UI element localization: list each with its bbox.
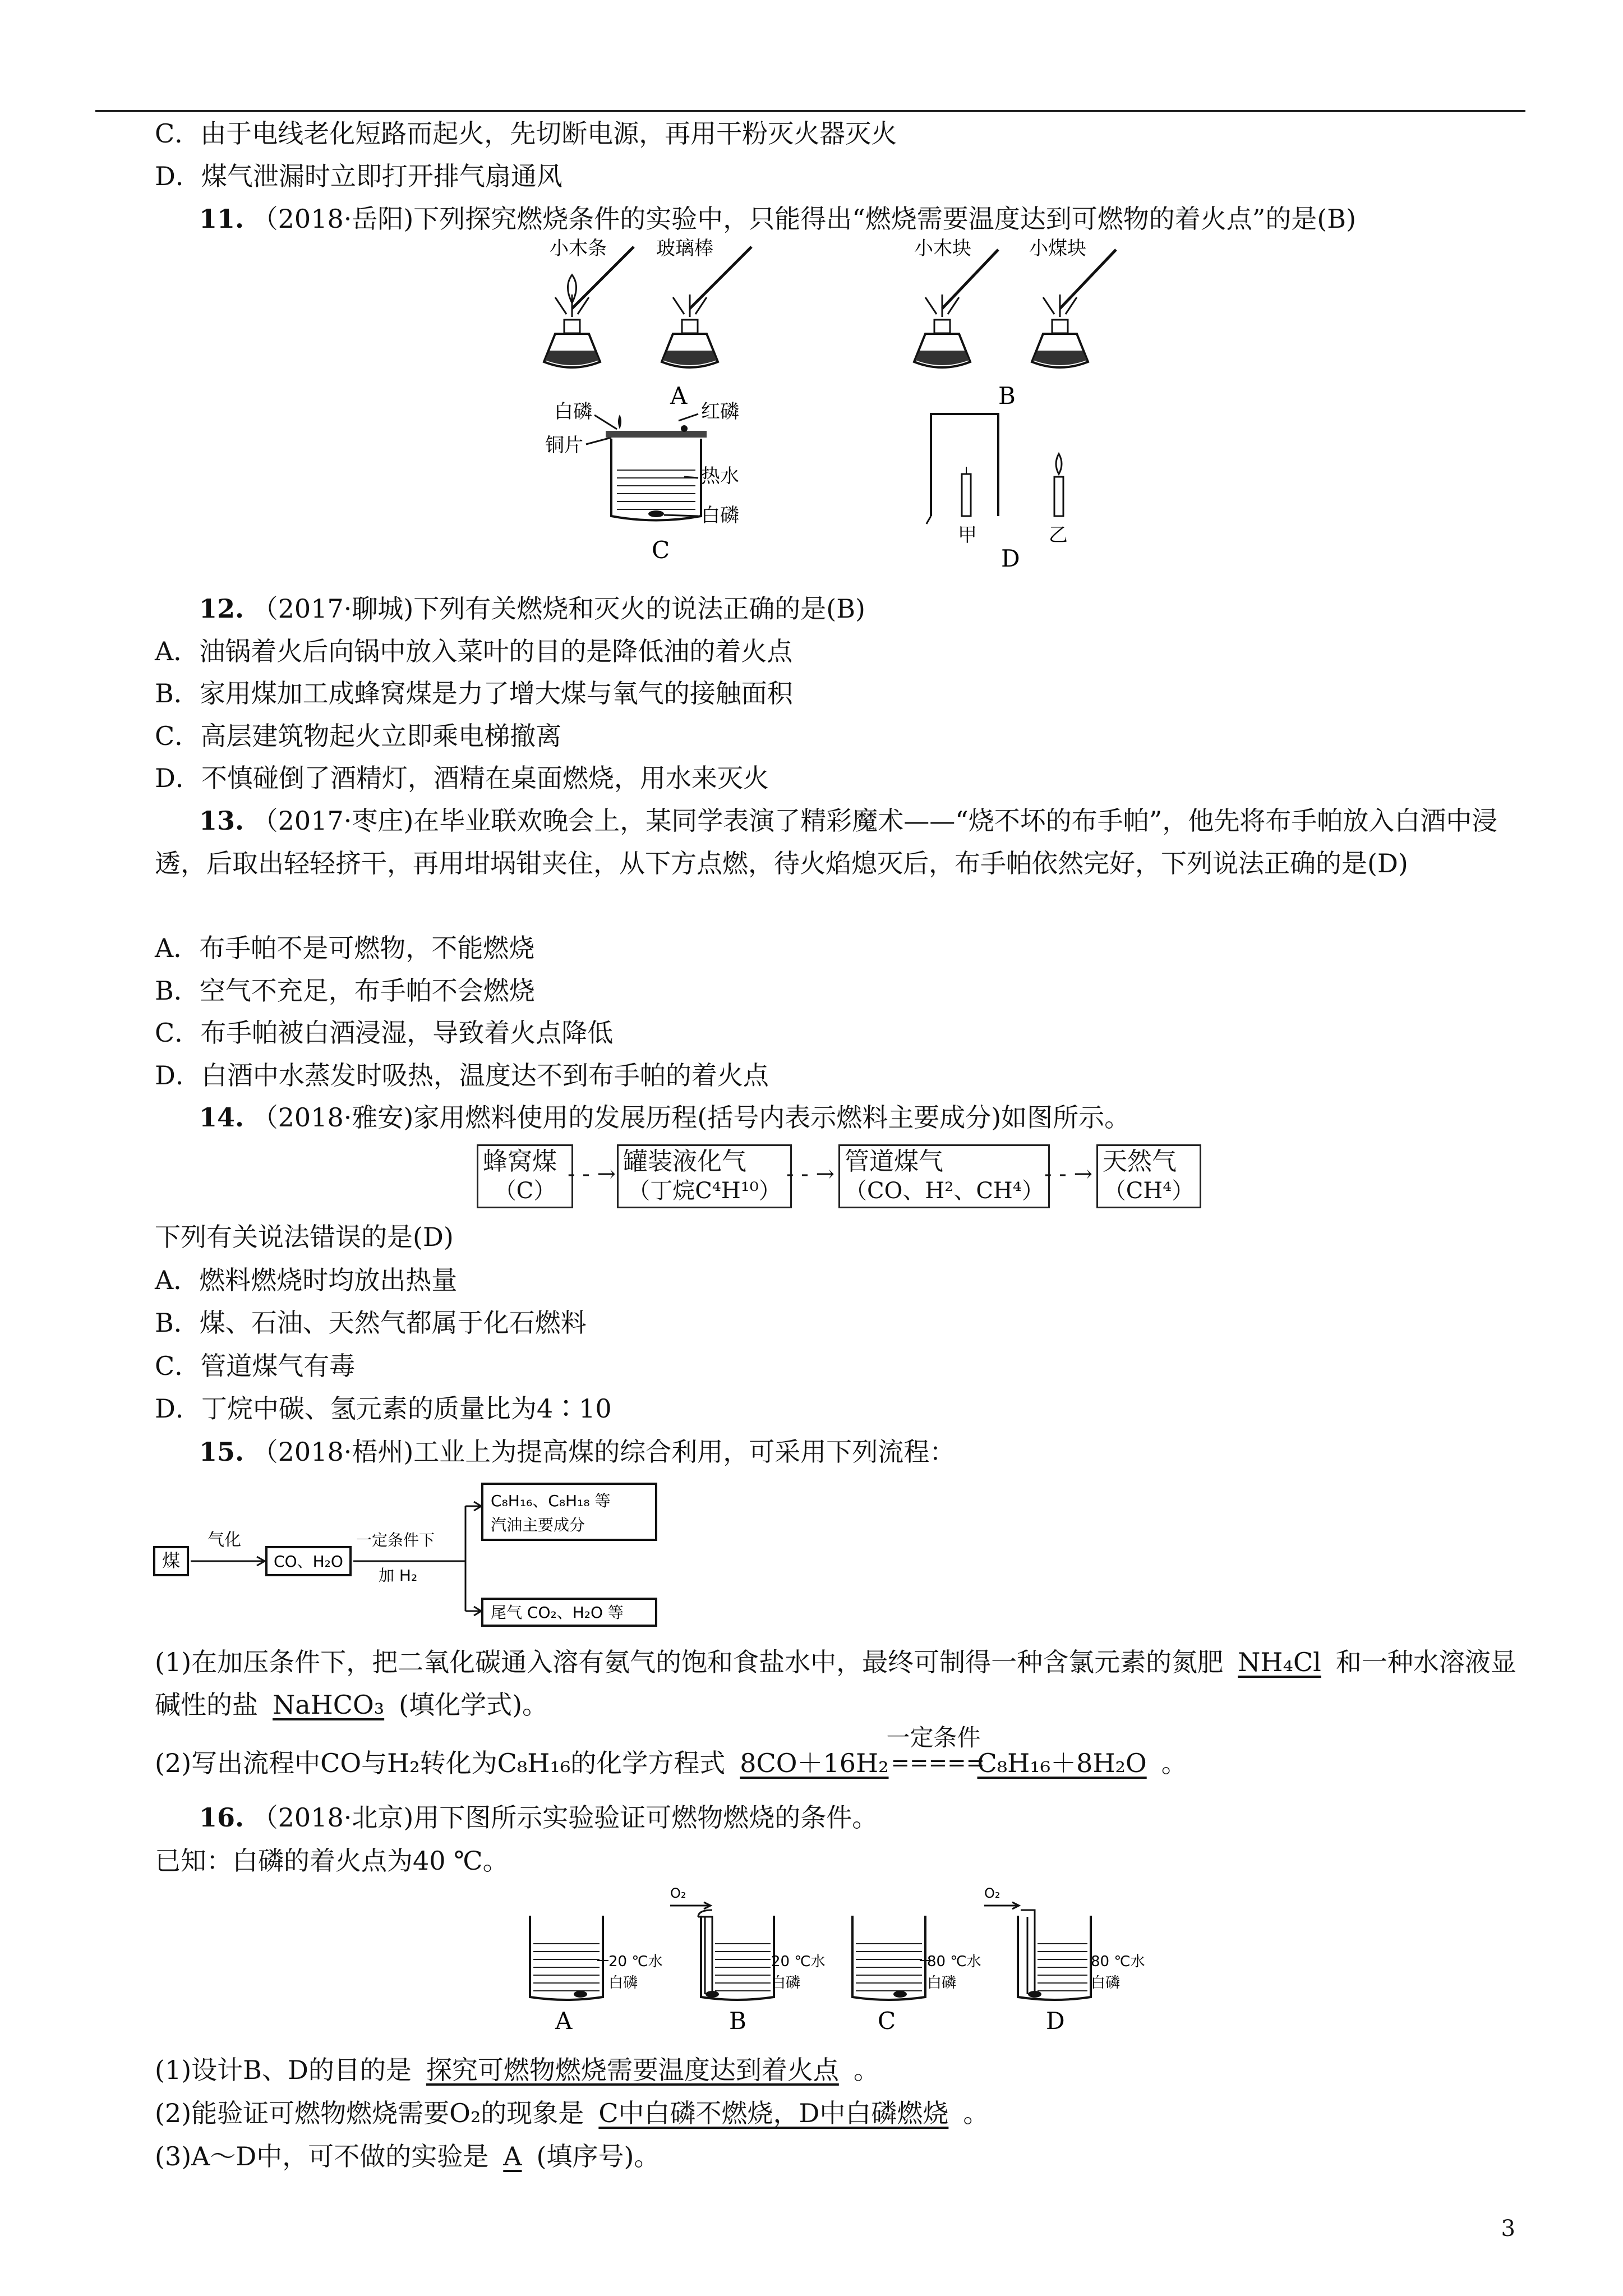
q16-part1-text: (1)设计B、D的目的是: [155, 2055, 412, 2085]
label-yi: 乙: [1049, 524, 1068, 546]
q15-stem: （2018·梧州)工业上为提高煤的综合利用，可采用下列流程：: [252, 1437, 956, 1467]
q14-option-b: B．煤、石油、天然气都属于化石燃料: [155, 1308, 587, 1338]
q16-part1-answer: 探究可燃物燃烧需要温度达到着火点: [426, 2055, 839, 2085]
q15-part1-text-a: (1)在加压条件下，把二氧化碳通入溶有氨气的饱和食盐水中，最终可制得一种含氯元素的氮肥: [155, 1647, 1224, 1677]
q16-part3-answer: A: [503, 2141, 522, 2171]
beaker-a-phosphorus-label: 白磷: [608, 1975, 638, 1991]
q13-option-b: B．空气不充足，布手帕不会燃烧: [155, 976, 535, 1006]
dashed-arrow-icon: - - →: [1044, 1161, 1092, 1187]
q16-part2-answer: C中白磷不燃烧，D中白磷燃烧: [598, 2098, 949, 2128]
q11-number: 11.: [199, 204, 245, 234]
beaker-c: [852, 1916, 981, 2035]
flow-gasoline-label: 汽油主要成分: [491, 1516, 585, 1534]
q16-beakers-figure: [519, 1882, 1164, 2045]
q13-number: 13.: [199, 806, 245, 836]
beaker-d-phosphorus-label: 白磷: [1091, 1975, 1121, 1991]
q14-number: 14.: [199, 1102, 245, 1133]
fuel-box-component: （CH⁴）: [1103, 1178, 1195, 1204]
fuel-box-component: （C）: [494, 1178, 556, 1204]
q13-stem-block: [155, 799, 1528, 885]
q16-part2-text: (2)能验证可燃物燃烧需要O₂的现象是: [155, 2098, 584, 2128]
fuel-box-natural-gas: [1096, 1144, 1201, 1208]
beaker-d-caption: D: [1046, 2007, 1065, 2035]
q14-option-c: C．管道煤气有毒: [155, 1351, 356, 1381]
flow-gasify-label: 气化: [208, 1530, 241, 1550]
beaker-a-water-label: 20 ℃水: [608, 1953, 663, 1970]
q16-stem: （2018·北京)用下图所示实验验证可燃物燃烧的条件。: [252, 1802, 878, 1833]
q15-equation-condition: [886, 1724, 985, 1780]
label-red-phosphorus: 红磷: [701, 401, 739, 423]
beaker-d: [984, 1885, 1145, 2035]
q11-stem: （2018·岳阳)下列探究燃烧条件的实验中，只能得出“燃烧需要温度达到可燃物的着火点”的是(B): [252, 204, 1357, 234]
q15-part1-text-c: (填化学式)。: [399, 1690, 548, 1720]
fuel-box-title: 管道煤气: [845, 1147, 943, 1176]
beaker-b-oxygen-label: O₂: [670, 1885, 686, 1901]
q13-option-c: C．布手帕被白酒浸湿，导致着火点降低: [155, 1018, 614, 1048]
beaker-d-oxygen-label: O₂: [984, 1885, 1000, 1901]
q11-figure-d: [926, 414, 1068, 572]
q14-question: 下列有关说法错误的是(D): [155, 1222, 454, 1252]
q16-part2-end: 。: [963, 2098, 989, 2128]
q12-option-b: B．家用煤加工成蜂窝煤是力了增大煤与氧气的接触面积: [155, 678, 793, 708]
fuel-box-title: 蜂窝煤: [483, 1147, 557, 1176]
q15-equation-left: 8CO＋16H₂: [740, 1748, 889, 1778]
q15-part1-text-b: 和一种水溶液显碱性的盐: [155, 1647, 1516, 1720]
q15-number: 15.: [199, 1437, 245, 1467]
q16-part3-text: (3)A～D中，可不做的实验是: [155, 2141, 489, 2171]
beaker-c-caption: C: [878, 2007, 896, 2035]
label-copper-sheet: 铜片: [545, 434, 583, 457]
fuel-box-component: （丁烷C⁴H¹⁰）: [628, 1178, 781, 1204]
q15-part2-text: (2)写出流程中CO与H₂转化为C₈H₁₆的化学方程式: [155, 1748, 726, 1778]
beaker-c-water-label: 80 ℃水: [927, 1953, 981, 1970]
q15-part1: [155, 1641, 1528, 1726]
label-small-wood-stick: 小木条: [550, 237, 607, 260]
fuel-box-lpg: [617, 1144, 792, 1208]
beaker-b: [670, 1885, 826, 2035]
q11-figure: [527, 236, 1234, 589]
label-jia: 甲: [958, 524, 977, 546]
q15-answer-nh4cl: NH₄Cl: [1238, 1647, 1321, 1677]
beaker-b-caption: B: [729, 2007, 746, 2035]
beaker-c-phosphorus-label: 白磷: [927, 1975, 957, 1991]
label-small-coal-block: 小煤块: [1029, 237, 1086, 260]
q10-option-c: C．由于电线老化短路而起火，先切断电源，再用干粉灭火器灭火: [155, 118, 897, 149]
q16-part2: [155, 2096, 989, 2130]
q16-number: 16.: [199, 1802, 245, 1833]
q16-part1: [155, 2053, 879, 2087]
figure-b-caption: B: [998, 382, 1016, 409]
figure-d-caption: D: [1001, 545, 1020, 572]
q12-option-a: A．油锅着火后向锅中放入菜叶的目的是降低油的着火点: [155, 636, 793, 666]
q14-option-d: D．丁烷中碳、氢元素的质量比为4∶10: [155, 1393, 612, 1424]
fuel-box-component: （CO、H²、CH⁴）: [845, 1178, 1044, 1204]
q14-stem-line: [199, 1101, 1130, 1134]
q11-figure-b: [914, 237, 1116, 409]
q14-option-a: A．燃料燃烧时均放出热量: [155, 1265, 458, 1295]
label-white-phosphorus-top: 白磷: [554, 401, 592, 423]
q16-stem-line: [199, 1801, 878, 1834]
equals-sign-icon: =====: [891, 1750, 985, 1776]
q12-stem-line: [199, 592, 865, 625]
dashed-arrow-icon: - - →: [786, 1161, 834, 1187]
beaker-b-phosphorus-label: 白磷: [771, 1975, 801, 1991]
q14-stem: （2018·雅安)家用燃料使用的发展历程(括号内表示燃料主要成分)如图所示。: [252, 1102, 1131, 1133]
q16-part3: [155, 2139, 660, 2173]
fuel-box-honeycomb-coal: [477, 1144, 573, 1208]
fuel-box-title: 罐装液化气: [623, 1147, 746, 1176]
label-glass-rod: 玻璃棒: [656, 237, 713, 260]
q15-part2: [155, 1724, 1187, 1780]
flow-co-h2o: CO、H₂O: [274, 1552, 343, 1571]
beaker-d-water-label: 80 ℃水: [1091, 1953, 1145, 1970]
label-white-phosphorus-bottom: 白磷: [701, 504, 739, 527]
fuel-box-title: 天然气: [1103, 1147, 1177, 1176]
q13-option-a: A．布手帕不是可燃物，不能燃烧: [155, 933, 535, 963]
q15-equation-right: C₈H₁₆＋8H₂O: [977, 1748, 1147, 1778]
q12-number: 12.: [199, 593, 245, 624]
fuel-box-pipeline-gas: [838, 1144, 1050, 1208]
q16-part3-end: (填序号)。: [536, 2141, 660, 2171]
flow-add-h2-label: 加 H₂: [379, 1566, 418, 1585]
beaker-b-water-label: 20 ℃水: [771, 1953, 826, 1970]
q11-figure-c: [545, 401, 739, 564]
q13-option-d: D．白酒中水蒸发时吸热，温度达不到布手帕的着火点: [155, 1060, 769, 1091]
flow-exhaust: 尾气 CO₂、H₂O 等: [491, 1603, 624, 1622]
dashed-arrow-icon: - - →: [568, 1161, 616, 1187]
q15-period: 。: [1161, 1748, 1187, 1778]
flow-condition-label: 一定条件下: [356, 1531, 435, 1549]
header-rule: [95, 110, 1525, 112]
label-hot-water: 热水: [701, 465, 739, 487]
q11-figure-a: [544, 237, 751, 409]
q16-part1-end: 。: [853, 2055, 879, 2085]
q11-stem-line: [199, 202, 1356, 236]
label-small-wood-block: 小木块: [914, 237, 971, 260]
figure-a-caption: A: [670, 382, 688, 409]
q10-option-d: D．煤气泄漏时立即打开排气扇通风: [155, 161, 562, 191]
q15-answer-nahco3: NaHCO₃: [273, 1690, 385, 1720]
q15-coal-flowchart: [151, 1481, 667, 1632]
page-number: 3: [1501, 2216, 1515, 2242]
q15-condition-text: 一定条件: [886, 1724, 981, 1751]
beaker-a: [530, 1916, 663, 2035]
q16-known: 已知：白磷的着火点为40 ℃。: [155, 1846, 509, 1876]
flow-product-c8: C₈H₁₆、C₈H₁₈ 等: [491, 1492, 611, 1510]
flow-coal: 煤: [162, 1550, 181, 1571]
q13-stem: （2017·枣庄)在毕业联欢晚会上，某同学表演了精彩魔术——“烧不坏的布手帕”，他先将布手帕放入白酒中浸透，后取出轻轻挤干，再用坩埚钳夹住，从下方点燃，待火焰熄灭后，布手帕依然完好，下列说法正确的是(D): [155, 806, 1498, 878]
q12-option-c: C．高层建筑物起火立即乘电梯撤离: [155, 721, 562, 751]
figure-c-caption: C: [652, 536, 670, 564]
q15-stem-line: [199, 1435, 955, 1469]
q12-option-d: D．不慎碰倒了酒精灯，酒精在桌面燃烧，用水来灭火: [155, 763, 769, 793]
beaker-a-caption: A: [555, 2007, 573, 2035]
q12-stem: （2017·聊城)下列有关燃烧和灭火的说法正确的是(B): [252, 593, 865, 624]
